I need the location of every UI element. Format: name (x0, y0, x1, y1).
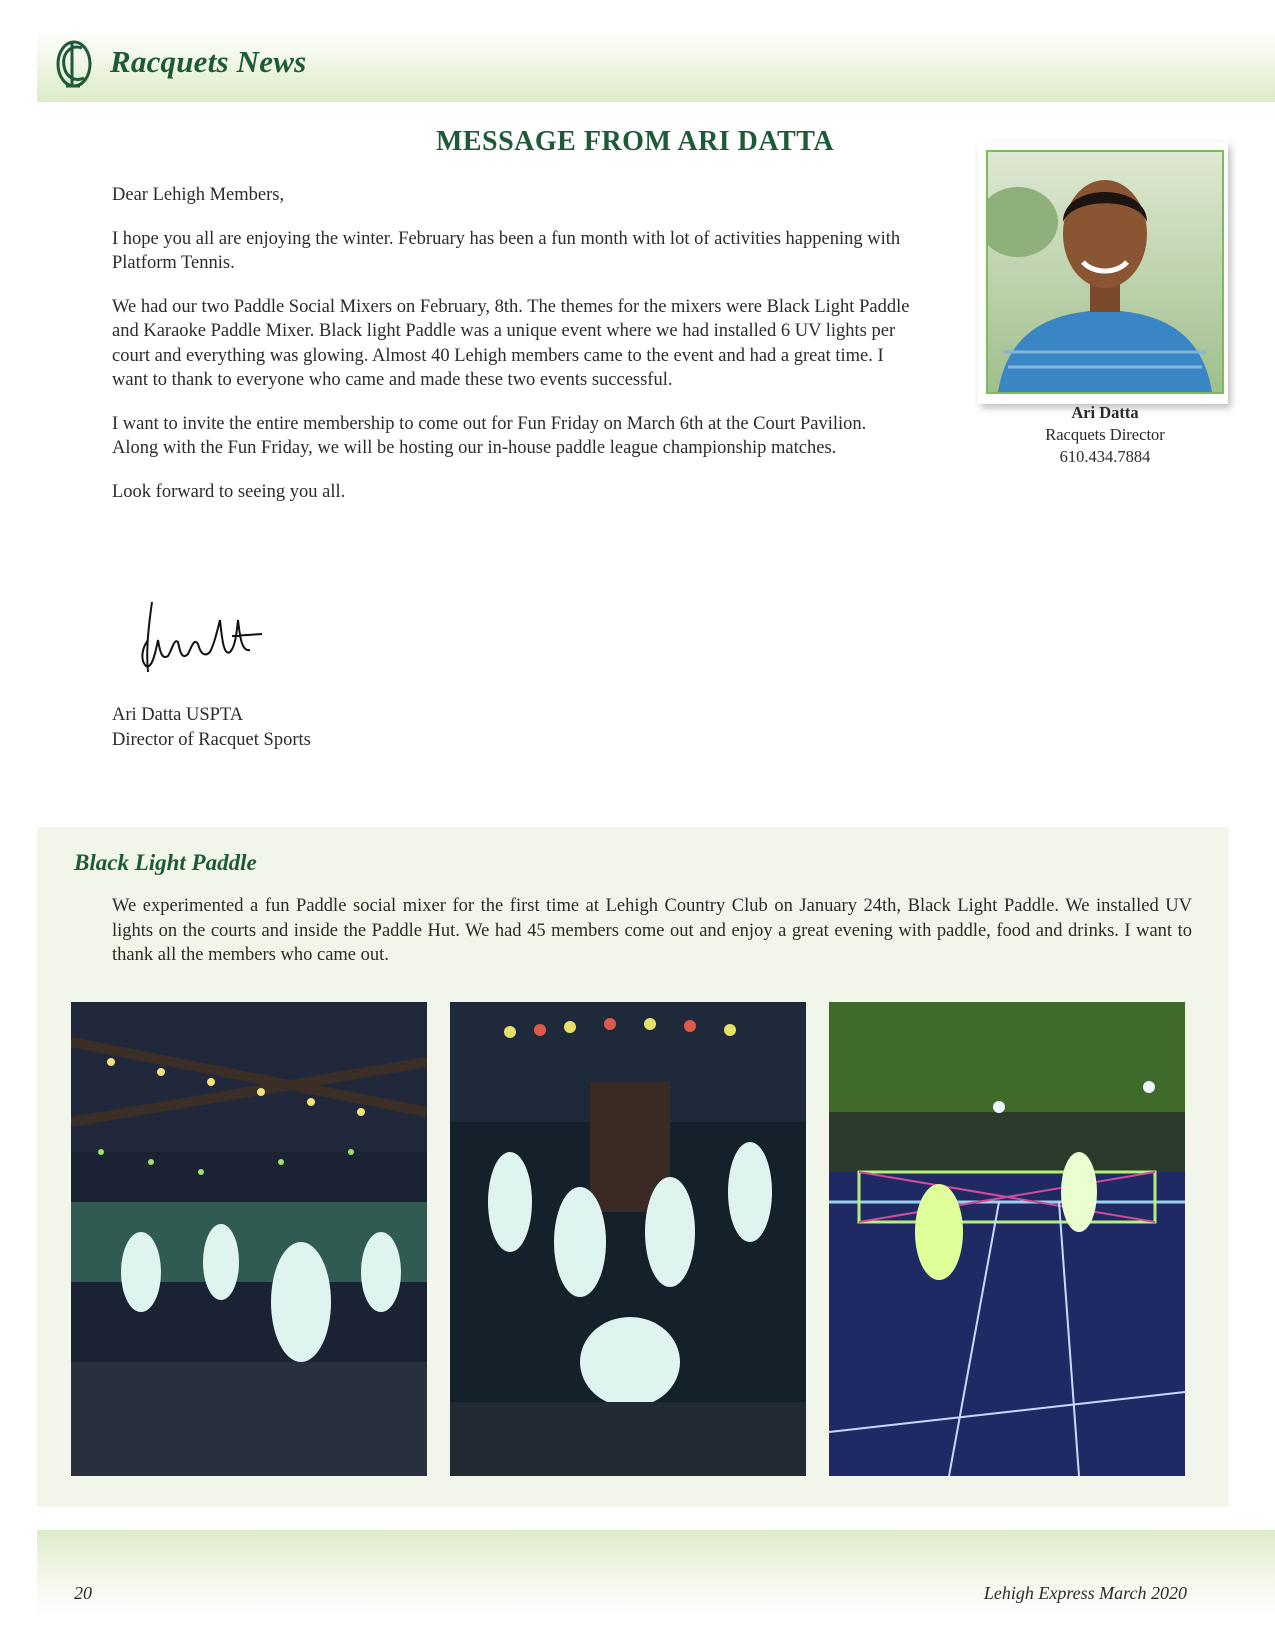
panel-text: We experimented a fun Paddle social mixer for the first time at Lehigh Country Club on January 24th, Black Light Paddle. We installed UV lights on the courts and inside the Paddle Hut. We had 45 members come out and enjoy a great evening with paddle, food and drinks. I want to thank all the members who came out. (112, 896, 1192, 965)
portrait-frame (978, 142, 1228, 404)
letter-body (112, 183, 912, 523)
profile-role: Racquets Director (1045, 425, 1165, 444)
publication-name: Lehigh Express March 2020 (983, 1583, 1187, 1603)
portrait-caption (980, 402, 1230, 468)
letter-greeting: Dear Lehigh Members, (112, 185, 285, 205)
event-photo-paddle-hut (450, 1002, 806, 1476)
letter-paragraph: We had our two Paddle Social Mixers on February, 8th. The themes for the mixers were Black Light Paddle and Karaoke Paddle Mixer. Black light Paddle was a unique event where we had installed 6 UV lights per court and everything was glowing. Almost 40 Lehigh members came to the event and had a great time. I want to thank to everyone who came and made these two events successful. (112, 296, 910, 390)
letter-paragraph: I hope you all are enjoying the winter. February has been a fun month with lot of activities happening with Platform Tennis. (112, 228, 901, 273)
signature-image (112, 590, 292, 690)
signoff-title: Director of Racquet Sports (112, 729, 311, 750)
page-number: 20 (74, 1583, 92, 1603)
profile-name: Ari Datta (1071, 403, 1139, 422)
footer-band (37, 1530, 1275, 1618)
signoff-name: Ari Datta USPTA (112, 705, 244, 725)
letter-paragraph: I want to invite the entire membership to come out for Fun Friday on March 6th at the Court Pavilion. Along with the Fun Friday, we will be hosting our in-house paddle league championship matches. (112, 413, 867, 458)
profile-phone: 610.434.7884 (1059, 447, 1151, 466)
signoff (112, 703, 311, 752)
lcc-monogram-icon (52, 36, 96, 92)
section-title: Racquets News (110, 44, 307, 79)
portrait-photo (986, 150, 1224, 394)
event-photo-pavilion (71, 1002, 427, 1476)
message-title: MESSAGE FROM ARI DATTA (435, 126, 835, 157)
event-photo-court (829, 1002, 1185, 1476)
letter-closing: Look forward to seeing you all. (112, 481, 346, 502)
panel-title: Black Light Paddle (74, 850, 257, 875)
